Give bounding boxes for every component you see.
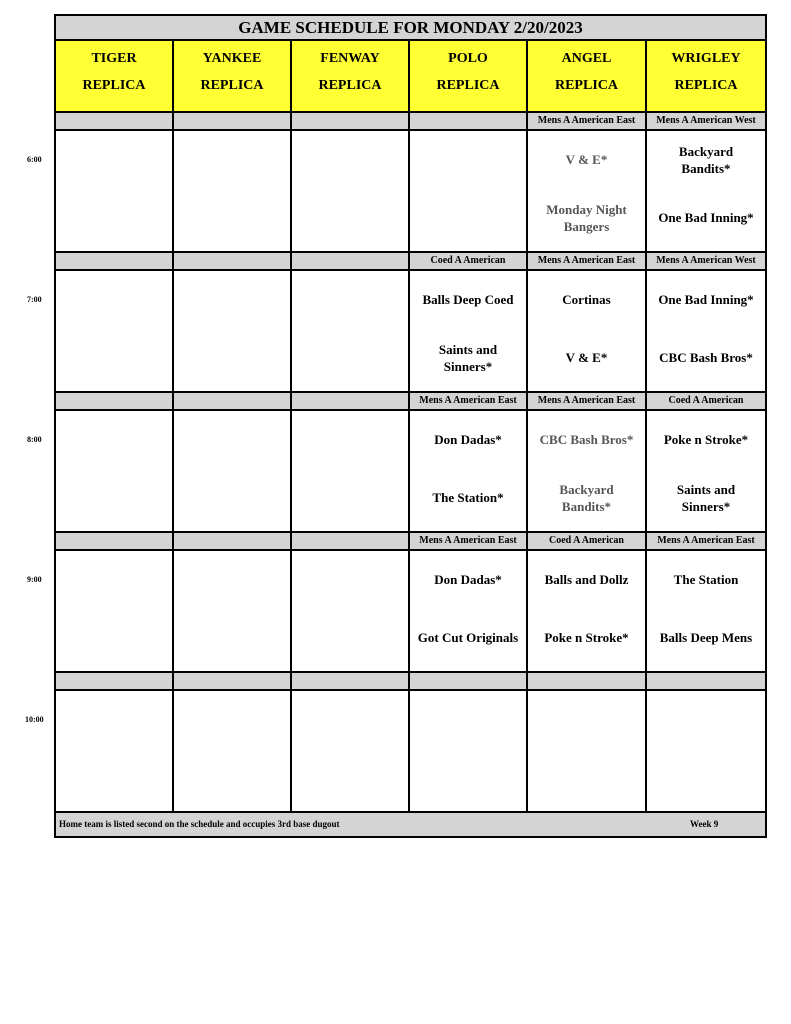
column-header-tiger [56,41,174,113]
away-team: Cortinas [562,292,611,307]
game-cell [647,131,765,253]
field-type: REPLICA [82,78,146,93]
game-cell [292,551,410,673]
field-name: TIGER [91,51,137,66]
division-label [410,673,528,691]
game-cell [174,411,292,533]
time-label: 9:00 [27,575,42,584]
division-label [56,253,174,271]
division-label: Mens A American West [647,113,765,131]
game-cell [528,691,647,813]
division-label [56,113,174,131]
game-cell [647,271,765,393]
division-label: Coed A American [410,253,528,271]
game-cell [292,411,410,533]
game-cell [647,551,765,673]
division-label [292,673,410,691]
home-team: Poke n Stroke* [544,630,629,645]
division-label [174,673,292,691]
field-name: FENWAY [320,51,380,66]
division-label: Coed A American [528,533,647,551]
field-type: REPLICA [436,78,500,93]
home-team: Saints and Sinners* [676,482,736,514]
game-cell [56,691,174,813]
game-cell [292,691,410,813]
field-type: REPLICA [554,78,618,93]
away-team: Backyard Bandits* [678,144,734,176]
field-name: YANKEE [202,51,262,66]
division-label [410,113,528,131]
game-cell [56,551,174,673]
game-cell [410,411,528,533]
home-team-note: Home team is listed second on the schedule and occupies 3rd base dugout [59,819,340,829]
home-team: CBC Bash Bros* [659,350,753,365]
week-label: Week 9 [690,819,719,829]
schedule-sheet [54,14,767,838]
game-cell [292,131,410,253]
division-label: Mens A American West [647,253,765,271]
game-cell [410,691,528,813]
away-team: Balls and Dollz [544,572,629,587]
division-label [174,393,292,411]
game-cell [528,551,647,673]
division-label: Mens A American East [647,533,765,551]
game-cell [56,131,174,253]
division-label [174,113,292,131]
column-header-wrigley [647,41,765,113]
division-label [647,673,765,691]
division-label [56,393,174,411]
column-header-yankee [174,41,292,113]
division-label [528,673,647,691]
home-team: V & E* [565,350,608,365]
away-team: Don Dadas* [434,572,502,587]
time-label: 10:00 [25,715,44,724]
division-label [56,533,174,551]
field-name: POLO [448,51,488,66]
game-cell [56,411,174,533]
away-team: One Bad Inning* [658,292,754,307]
home-team: Backyard Bandits* [559,482,614,514]
column-header-fenway [292,41,410,113]
time-label: 6:00 [27,155,42,164]
division-label: Mens A American East [528,113,647,131]
game-cell [647,691,765,813]
game-cell [292,271,410,393]
game-cell [410,271,528,393]
division-label [56,673,174,691]
game-cell [56,271,174,393]
field-type: REPLICA [318,78,382,93]
home-team: Balls Deep Mens [659,630,753,645]
division-label: Coed A American [647,393,765,411]
division-label: Mens A American East [410,393,528,411]
division-label [292,533,410,551]
column-header-polo [410,41,528,113]
division-label: Mens A American East [528,393,647,411]
away-team: CBC Bash Bros* [539,432,634,447]
division-label: Mens A American East [410,533,528,551]
game-cell [528,411,647,533]
game-cell [174,551,292,673]
away-team: V & E* [565,152,608,167]
game-cell [174,271,292,393]
away-team: Don Dadas* [434,432,502,447]
away-team: Balls Deep Coed [422,292,514,307]
home-team: The Station* [432,490,504,505]
division-label [292,113,410,131]
schedule-title: GAME SCHEDULE FOR MONDAY 2/20/2023 [56,16,765,41]
game-cell [174,131,292,253]
home-team: Saints and Sinners* [438,342,498,374]
division-label [174,253,292,271]
schedule-footer [56,813,765,836]
division-label [174,533,292,551]
away-team: The Station [673,572,739,587]
home-team: Got Cut Originals [417,630,519,645]
field-name: WRIGLEY [671,51,741,66]
field-name: ANGEL [561,51,612,66]
away-team: Poke n Stroke* [663,432,749,447]
game-cell [410,131,528,253]
game-cell [528,271,647,393]
division-label: Mens A American East [528,253,647,271]
field-type: REPLICA [200,78,264,93]
home-team: One Bad Inning* [658,210,754,225]
field-type: REPLICA [674,78,738,93]
game-cell [174,691,292,813]
time-label: 7:00 [27,295,42,304]
home-team: Monday Night Bangers [546,202,627,234]
division-label [292,253,410,271]
game-cell [410,551,528,673]
column-header-angel [528,41,647,113]
time-label: 8:00 [27,435,42,444]
game-cell [647,411,765,533]
game-cell [528,131,647,253]
division-label [292,393,410,411]
